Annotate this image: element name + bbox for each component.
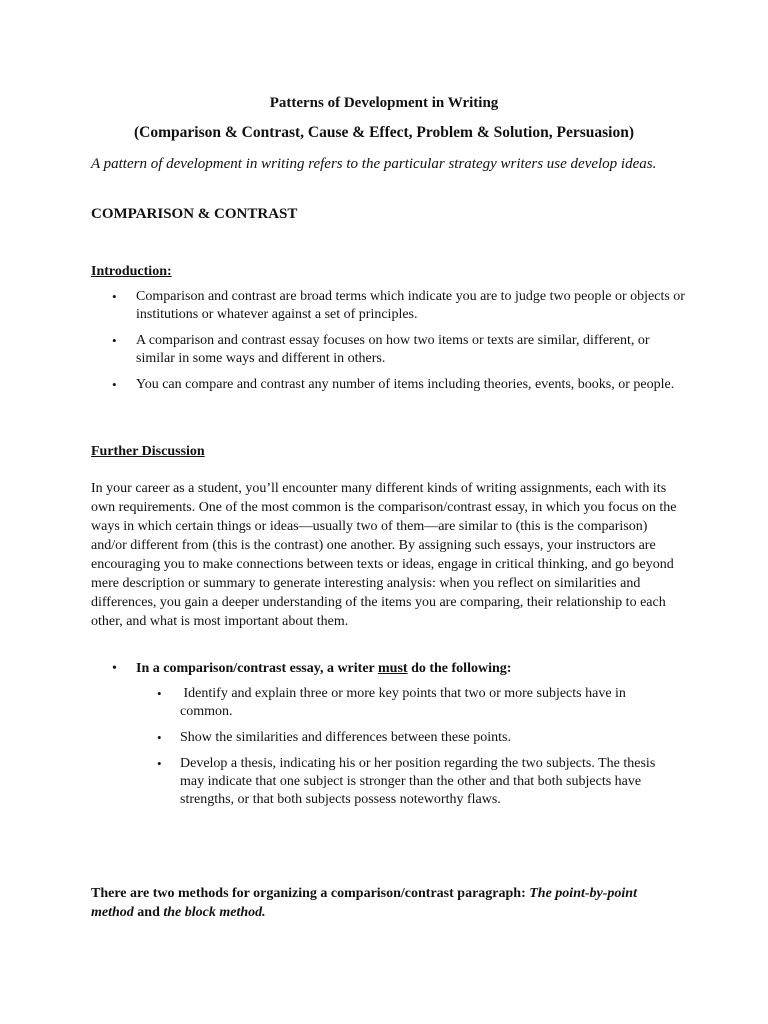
further-discussion-paragraph: In your career as a student, you’ll encounter many different kinds of writing assignments, each with its own requirements. One of the most common is the comparison/contrast essay, in which you focus on the ways in which certain things or ideas—usually two of them—are similar to (this is the comparison) and/or different from (this is the contrast) one another. By assigning such essays, your instructors are encouraging you to make connections between texts or ideas, engage in critical thinking, and go beyond mere description or summary to generate interesting analysis: when you reflect on similarities and differences, you gain a deeper understanding of the items you are comparing, their relationship to each other, and what is most important about them. bbox=[91, 481, 677, 629]
list-item bbox=[136, 755, 676, 791]
requirements-lead bbox=[91, 660, 691, 678]
section-heading: COMPARISON & CONTRAST bbox=[91, 206, 298, 222]
list-item-text: Show the similarities and differences between these points. bbox=[180, 730, 511, 745]
methods-paragraph bbox=[91, 884, 671, 922]
list-item bbox=[91, 376, 691, 394]
list-item-text: strengths, or that both subjects possess noteworthy flaws. bbox=[180, 792, 501, 807]
list-item-text: Develop a thesis, indicating his or her position regarding the two subjects. The thesis may indicate that one subject is stronger than the other and that both subjects have bbox=[180, 756, 656, 789]
requirements-list bbox=[136, 685, 676, 817]
must-emphasis: must bbox=[378, 661, 408, 676]
bullet-icon: • bbox=[112, 289, 117, 304]
requirements-lead-before: In a comparison/contrast essay, a writer bbox=[136, 661, 378, 676]
bullet-icon: • bbox=[112, 333, 117, 348]
method-two: the block method. bbox=[163, 905, 266, 920]
list-item bbox=[91, 288, 691, 324]
list-item bbox=[136, 685, 676, 721]
method-one: The point-by-point method bbox=[91, 886, 637, 920]
list-item-text: Identify and explain three or more key points that two or more subjects have in common. bbox=[180, 686, 630, 719]
introduction-heading: Introduction: bbox=[91, 264, 172, 279]
further-discussion-heading: Further Discussion bbox=[91, 444, 205, 459]
list-item-text: A comparison and contrast essay focuses on how two items or texts are similar, different, or similar in some ways and different in others. bbox=[136, 333, 650, 366]
bullet-icon: • bbox=[112, 661, 117, 676]
methods-text: There are two methods for organizing a comparison/contrast paragraph: bbox=[91, 886, 530, 901]
definition-paragraph: A pattern of development in writing refers to the particular strategy writers use develop ideas. bbox=[91, 156, 657, 172]
list-item bbox=[91, 332, 691, 368]
bullet-icon: • bbox=[112, 377, 117, 392]
list-item-text: You can compare and contrast any number of items including theories, events, books, or people. bbox=[136, 377, 675, 392]
document-subtitle: (Comparison & Contrast, Cause & Effect, Problem & Solution, Persuasion) bbox=[134, 124, 634, 141]
bullet-icon: • bbox=[157, 730, 162, 745]
document-title: Patterns of Development in Writing bbox=[269, 95, 499, 111]
list-item-continuation bbox=[136, 791, 676, 809]
bullet-icon: • bbox=[157, 686, 162, 701]
methods-conjunction: and bbox=[133, 905, 164, 920]
list-item bbox=[136, 729, 676, 747]
requirements-lead-after: do the following: bbox=[407, 661, 512, 676]
list-item-text: Comparison and contrast are broad terms which indicate you are to judge two people or objects or institutions or whatever against a set of principles. bbox=[136, 289, 685, 322]
bullet-icon: • bbox=[157, 756, 162, 771]
introduction-list bbox=[91, 288, 691, 402]
